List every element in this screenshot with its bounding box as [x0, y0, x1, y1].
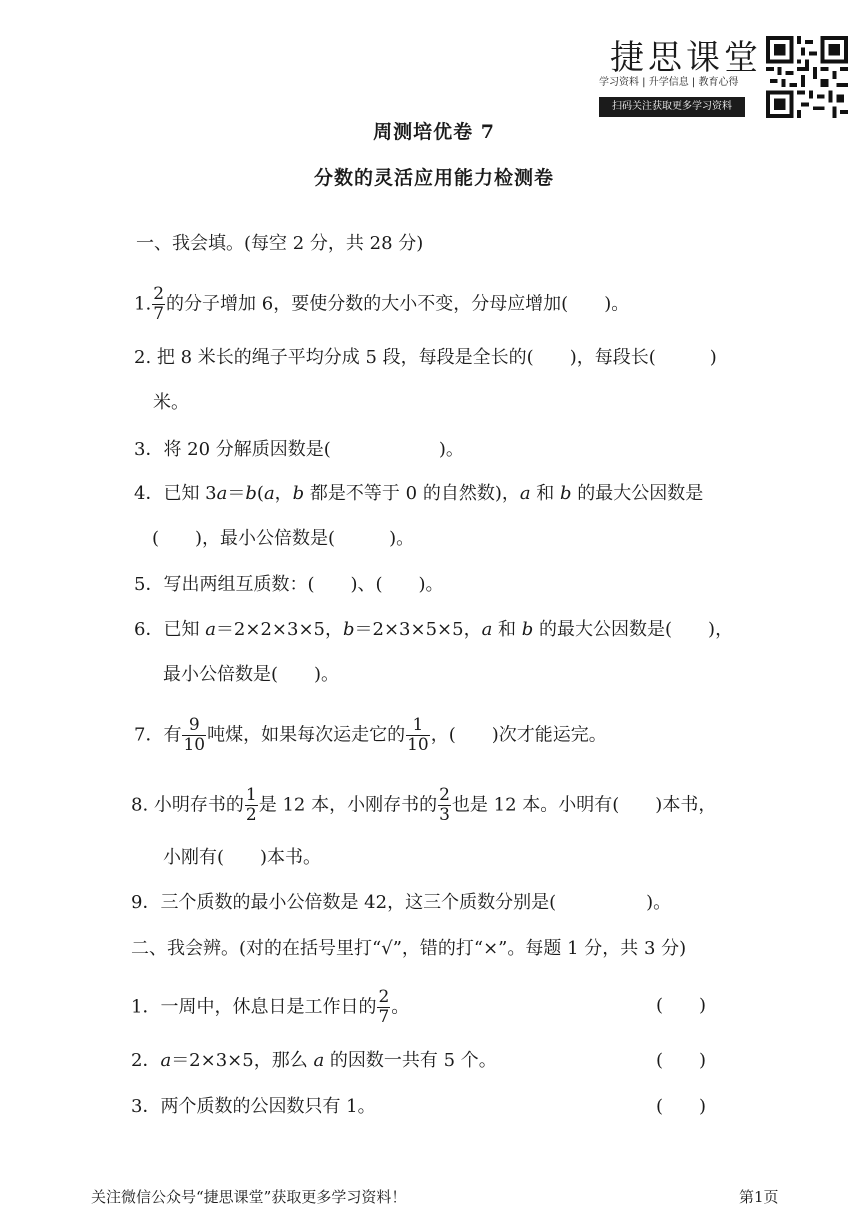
page-title: 周测培优卷 7 [373, 121, 495, 143]
q6-var-a2: a [481, 619, 493, 640]
question-4-line1 [134, 481, 703, 507]
j1-text: 1．一周中，休息日是工作日的 [131, 996, 377, 1018]
q4-text-a3: ( [256, 483, 264, 504]
q4-var-b2: b [292, 483, 305, 504]
question-3: 3．将 20 分解质因数是( )。 [134, 439, 464, 460]
q4-text-a4: ， [274, 483, 293, 504]
q8-fraction-1-den: 2 [245, 805, 257, 825]
q7-fraction-1-den: 10 [183, 735, 206, 755]
q6-text-a2: ＝2×2×3×5， [215, 619, 343, 640]
j2-text-a2: ＝2×3×5，那么 [171, 1050, 314, 1071]
q6-text-a4: 和 [492, 619, 522, 640]
j2-var-a: a [160, 1050, 172, 1071]
q4-var-a: a [216, 483, 228, 504]
logo-banner: 扫码关注获取更多学习资料 [599, 97, 745, 117]
question-4-line2: ( )，最小公倍数是( )。 [152, 528, 415, 549]
q4-text-a5: 都是不等于 0 的自然数)， [304, 483, 520, 504]
q1-fraction [152, 285, 165, 324]
q4-var-a3: a [519, 483, 531, 504]
judge-question-1 [131, 988, 409, 1027]
j1-fraction-num: 2 [378, 987, 390, 1007]
qr-code-icon [766, 36, 848, 118]
question-7 [134, 716, 607, 755]
q4-var-b3: b [560, 483, 572, 504]
q1-fraction-num: 2 [153, 284, 165, 304]
question-2-line1: 2. 把 8 米长的绳子平均分成 5 段，每段是全长的( )，每段长( ) [134, 347, 717, 368]
j1-text-end: 。 [391, 996, 410, 1018]
q1-prefix: 1. [134, 293, 152, 315]
q8-fraction-2 [438, 786, 451, 825]
q4-text-a6: 和 [530, 483, 561, 504]
q6-text-a3: ＝2×3×5×5， [354, 619, 482, 640]
judge-question-3: 3．两个质数的公因数只有 1。 [131, 1096, 376, 1117]
q8-fraction-1 [245, 786, 258, 825]
logo-title: 捷思课堂 [610, 38, 762, 78]
j2-text-a3: 的因数一共有 5 个。 [324, 1050, 497, 1071]
section-heading-fill: 一、我会填。(每空 2 分，共 28 分) [136, 233, 424, 254]
question-5: 5．写出两组互质数：( )、( )。 [134, 574, 444, 595]
q4-text-a2: ＝ [227, 483, 246, 504]
q4-var-b: b [245, 483, 257, 504]
page-number: 第1页 [739, 1188, 779, 1206]
j2-var-a2: a [313, 1050, 325, 1071]
q4-text-a1: 4．已知 3 [134, 483, 217, 504]
section-heading-judge: 二、我会辨。(对的在括号里打“√”，错的打“×”。每题 1 分，共 3 分) [131, 938, 687, 959]
q8-fraction-2-den: 3 [439, 805, 450, 825]
footer-note: 关注微信公众号“捷思课堂”获取更多学习资料！ [91, 1188, 407, 1206]
j1-fraction-den: 7 [378, 1007, 390, 1027]
q1-fraction-den: 7 [153, 304, 165, 324]
q7-fraction-1-num: 9 [182, 716, 206, 736]
question-9: 9．三个质数的最小公倍数是 42，这三个质数分别是( )。 [131, 892, 672, 913]
q8-text: 也是 12 本。小明有( )本书， [451, 794, 717, 816]
q7-prefix: 7．有 [134, 724, 182, 746]
q7-text: ，( )次才能运完。 [430, 724, 607, 746]
j1-fraction [377, 988, 390, 1027]
judge-answer-1[interactable]: ( ) [656, 995, 707, 1016]
q8-fraction-2-num: 2 [439, 785, 450, 805]
page-subtitle: 分数的灵活应用能力检测卷 [313, 167, 554, 189]
q8-prefix: 8. 小明存书的 [131, 794, 244, 816]
q6-var-b: b [342, 619, 355, 640]
q7-fraction-2-num: 1 [406, 716, 430, 736]
question-8-line1 [131, 786, 716, 825]
q6-text-a1: 6．已知 [134, 619, 206, 640]
j2-text-a1: 2． [131, 1050, 161, 1071]
question-2-line2: 米。 [153, 392, 189, 413]
q6-var-a: a [205, 619, 216, 640]
q8-fraction-1-num: 1 [245, 785, 257, 805]
q8-mid: 是 12 本，小刚存书的 [258, 794, 438, 816]
question-8-line2: 小刚有( )本书。 [163, 847, 322, 868]
judge-answer-3[interactable]: ( ) [656, 1096, 707, 1117]
judge-answer-2[interactable]: ( ) [656, 1050, 707, 1071]
logo-tags: 学习资料 | 升学信息 | 教育心得 [599, 77, 739, 88]
q7-fraction-2 [406, 716, 430, 755]
q4-text-a7: 的最大公因数是 [571, 483, 704, 504]
question-6-line1 [134, 617, 733, 643]
judge-question-2 [131, 1048, 497, 1074]
q1-text: 的分子增加 6，要使分数的大小不变，分母应增加( )。 [166, 293, 630, 315]
q4-var-a2: a [263, 483, 275, 504]
q7-fraction-2-den: 10 [407, 735, 429, 755]
question-1 [134, 285, 629, 324]
question-6-line2: 最小公倍数是( )。 [163, 664, 340, 685]
q7-mid: 吨煤，如果每次运走它的 [207, 724, 406, 746]
q6-text-a5: 的最大公因数是( )， [533, 619, 734, 640]
q6-var-b2: b [521, 619, 534, 640]
q7-fraction-1 [182, 716, 206, 755]
